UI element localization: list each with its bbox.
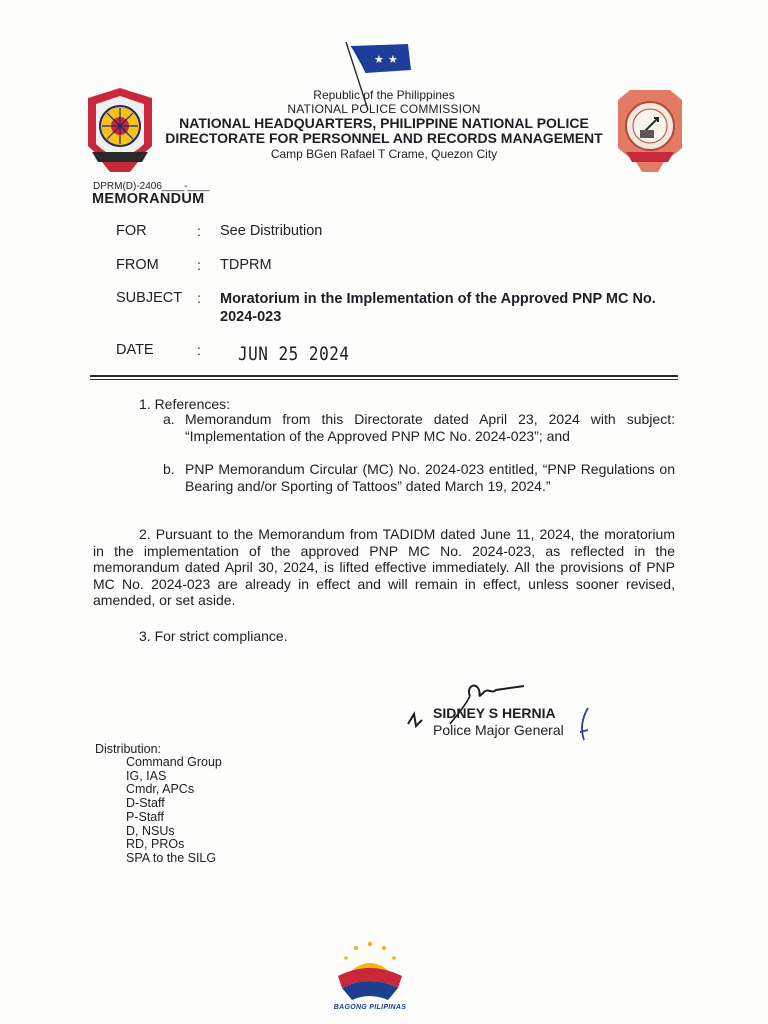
subject-colon: :: [197, 290, 201, 306]
reference-b-label: b.: [163, 461, 175, 477]
reference-number: DPRM(D)-2406____-____: [93, 181, 210, 192]
distribution-item: D, NSUs: [126, 823, 175, 838]
reference-b-text: PNP Memorandum Circular (MC) No. 2024-023 entitled, “PNP Regulations on Bearing and/or Sporting of Tattoos” dated March 19, 2024.”: [185, 461, 675, 494]
for-value: See Distribution: [220, 223, 323, 239]
reference-a-label: a.: [163, 411, 175, 427]
for-label: FOR: [116, 223, 147, 239]
for-colon: :: [197, 223, 201, 239]
paragraph-3: 3. For strict compliance.: [139, 628, 288, 644]
svg-text:★: ★: [374, 53, 384, 66]
bagong-pilipinas-logo-icon: [334, 938, 406, 1004]
reference-a-text: Memorandum from this Directorate dated April 23, 2024 with subject: “Implementation of the Approved PNP MC No. 2024-023”; and: [185, 411, 675, 444]
distribution-item: IG, IAS: [126, 768, 167, 783]
paragraph-2: 2. Pursuant to the Memorandum from TADIDM dated June 11, 2024, the moratorium in the implementation of the approved PNP MC No. 2024-023, as reflected in the memorandum dated April 30, 2024, is lifted effective immediately. All the provisions of PNP MC No. 2024-023 are already in effect and will remain in effect, unless sooner revised, amended, or set aside.: [93, 526, 675, 608]
from-label: FROM: [116, 257, 159, 273]
distribution-list: [126, 756, 222, 866]
from-value: TDPRM: [220, 257, 272, 273]
distribution-item: P-Staff: [126, 809, 164, 824]
header-rule: [90, 375, 678, 377]
distribution-item: RD, PROs: [126, 837, 185, 852]
subject-label: SUBJECT: [116, 290, 183, 306]
republic-heading: Republic of the Philippines: [313, 88, 455, 102]
memorandum-title: MEMORANDUM: [92, 191, 205, 207]
bagong-pilipinas-text: BAGONG PILIPINAS: [333, 1004, 407, 1011]
svg-text:★: ★: [388, 53, 398, 66]
distribution-title: Distribution:: [95, 742, 161, 756]
date-label: DATE: [116, 342, 154, 358]
references-heading: 1. References:: [139, 396, 231, 412]
distribution-item: Cmdr, APCs: [126, 782, 195, 797]
from-colon: :: [197, 257, 201, 273]
signatory-rank: Police Major General: [433, 722, 564, 738]
directorate-heading: DIRECTORATE FOR PERSONNEL AND RECORDS MANAGEMENT: [165, 130, 603, 146]
location-heading: Camp BGen Rafael T Crame, Quezon City: [270, 147, 498, 161]
distribution-item: Command Group: [126, 755, 222, 769]
distribution-item: D-Staff: [126, 796, 165, 811]
distribution-item: SPA to the SILG: [126, 850, 217, 865]
signatory-name: SIDNEY S HERNIA: [433, 705, 556, 721]
subject-value: Moratorium in the Implementation of the Approved PNP MC No. 2024-023: [220, 291, 656, 325]
headquarters-heading: NATIONAL HEADQUARTERS, PHILIPPINE NATIONAL POLICE: [179, 115, 589, 131]
date-colon: :: [197, 342, 201, 358]
date-stamp: JUN 25 2024: [238, 342, 350, 365]
header-rule-thin: [90, 379, 678, 380]
commission-heading: NATIONAL POLICE COMMISSION: [287, 102, 481, 116]
